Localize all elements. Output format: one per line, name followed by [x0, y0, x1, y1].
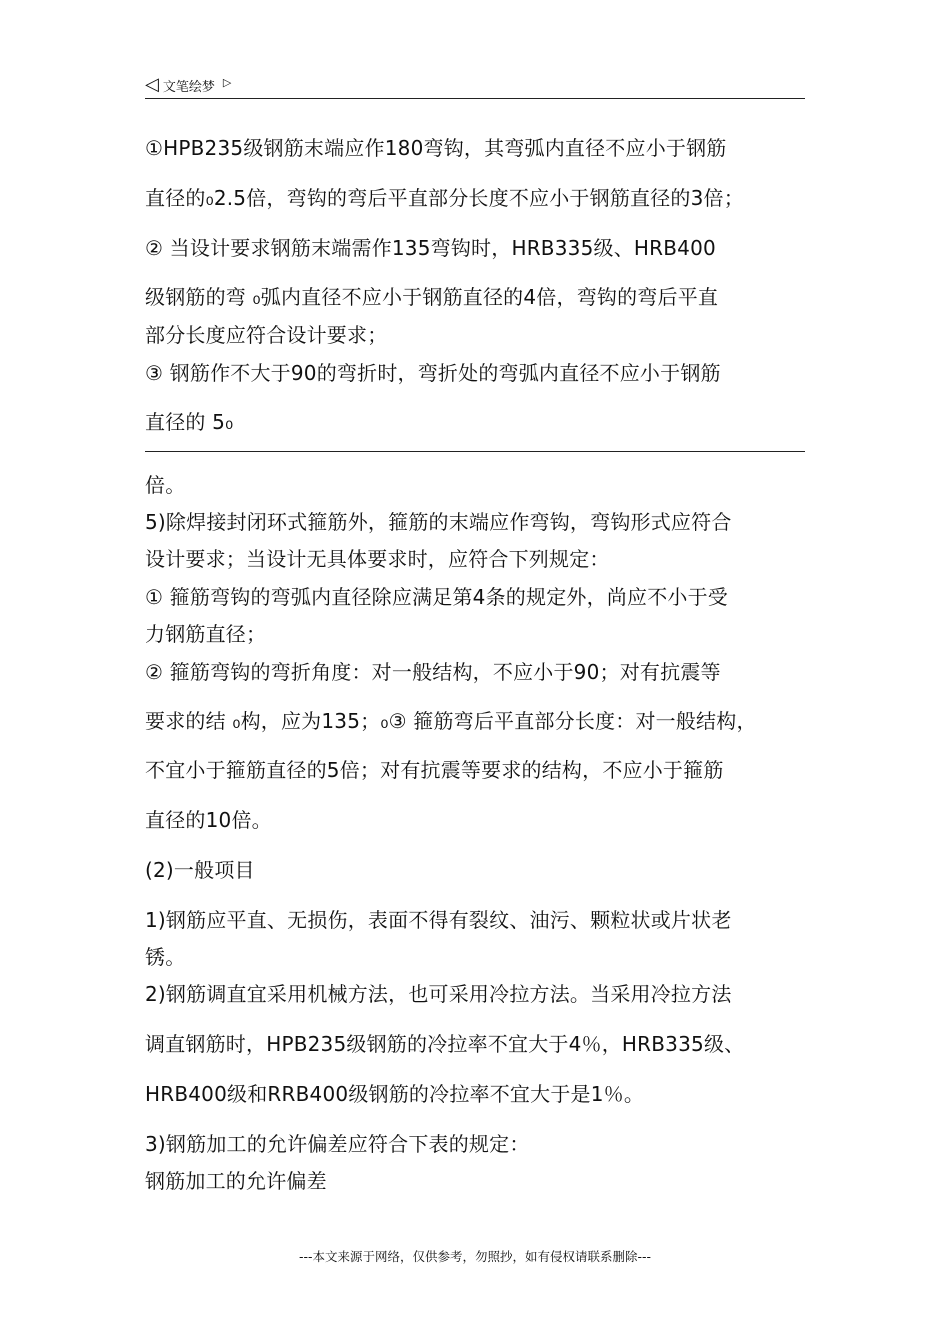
section-heading-general: (2)一般项目: [145, 858, 255, 882]
body-line-5: 部分长度应符合设计要求；: [145, 323, 388, 347]
body-line-7: 直径的 5₀: [145, 410, 234, 434]
page-header: [145, 72, 805, 99]
page-separator: [145, 451, 805, 452]
body-line-11: ① 箍筋弯钩的弯弧内直径除应满足第4条的规定外，尚应不小于受: [145, 585, 729, 609]
body-line-15: 不宜小于箍筋直径的5倍；对有抗震等要求的结构，不应小于箍筋: [145, 758, 724, 782]
body-line-10: 设计要求；当设计无具体要求时，应符合下列规定：: [145, 547, 610, 571]
table-caption: 钢筋加工的允许偏差: [145, 1169, 327, 1193]
body-line-2: 直径的₀2.5倍，弯钩的弯后平直部分长度不应小于钢筋直径的3倍；: [145, 186, 744, 210]
body-line-20: 2)钢筋调直宜采用机械方法，也可采用冷拉方法。当采用冷拉方法: [145, 982, 732, 1006]
body-line-23: 3)钢筋加工的允许偏差应符合下表的规定：: [145, 1132, 530, 1156]
body-line-4: 级钢筋的弯 ₀弧内直径不应小于钢筋直径的4倍，弯钩的弯后平直: [145, 285, 719, 309]
body-line-12: 力钢筋直径；: [145, 622, 267, 646]
body-line-18: 1)钢筋应平直、无损伤，表面不得有裂纹、油污、颗粒状或片状老: [145, 908, 732, 932]
right-triangle-icon: ▷: [222, 75, 232, 89]
body-line-21: 调直钢筋时，HPB235级钢筋的冷拉率不宜大于4％，HRB335级、: [145, 1032, 745, 1056]
body-line-1: ①HPB235级钢筋末端应作180弯钩，其弯弧内直径不应小于钢筋: [145, 136, 727, 160]
body-line-9: 5)除焊接封闭环式箍筋外，箍筋的末端应作弯钩，弯钩形式应符合: [145, 510, 732, 534]
left-triangle-icon: ◁: [145, 74, 159, 95]
body-line-8: 倍。: [145, 473, 186, 497]
header-title: 文笔绘梦: [162, 79, 215, 95]
body-line-22: HRB400级和RRB400级钢筋的冷拉率不宜大于是1％。: [145, 1082, 645, 1106]
body-line-16: 直径的10倍。: [145, 808, 272, 832]
body-line-6: ③ 钢筋作不大于90的弯折时，弯折处的弯弧内直径不应小于钢筋: [145, 361, 721, 385]
page-footer: ---本文来源于网络，仅供参考，勿照抄，如有侵权请联系删除---: [298, 1249, 652, 1264]
body-line-13: ② 箍筋弯钩的弯折角度：对一般结构，不应小于90；对有抗震等: [145, 660, 721, 684]
body-line-3: ② 当设计要求钢筋末端需作135弯钩时，HRB335级、HRB400: [145, 236, 716, 260]
body-line-14: 要求的结 ₀构，应为135；₀③ 箍筋弯后平直部分长度：对一般结构，: [145, 709, 757, 733]
body-line-19: 锈。: [145, 945, 186, 969]
